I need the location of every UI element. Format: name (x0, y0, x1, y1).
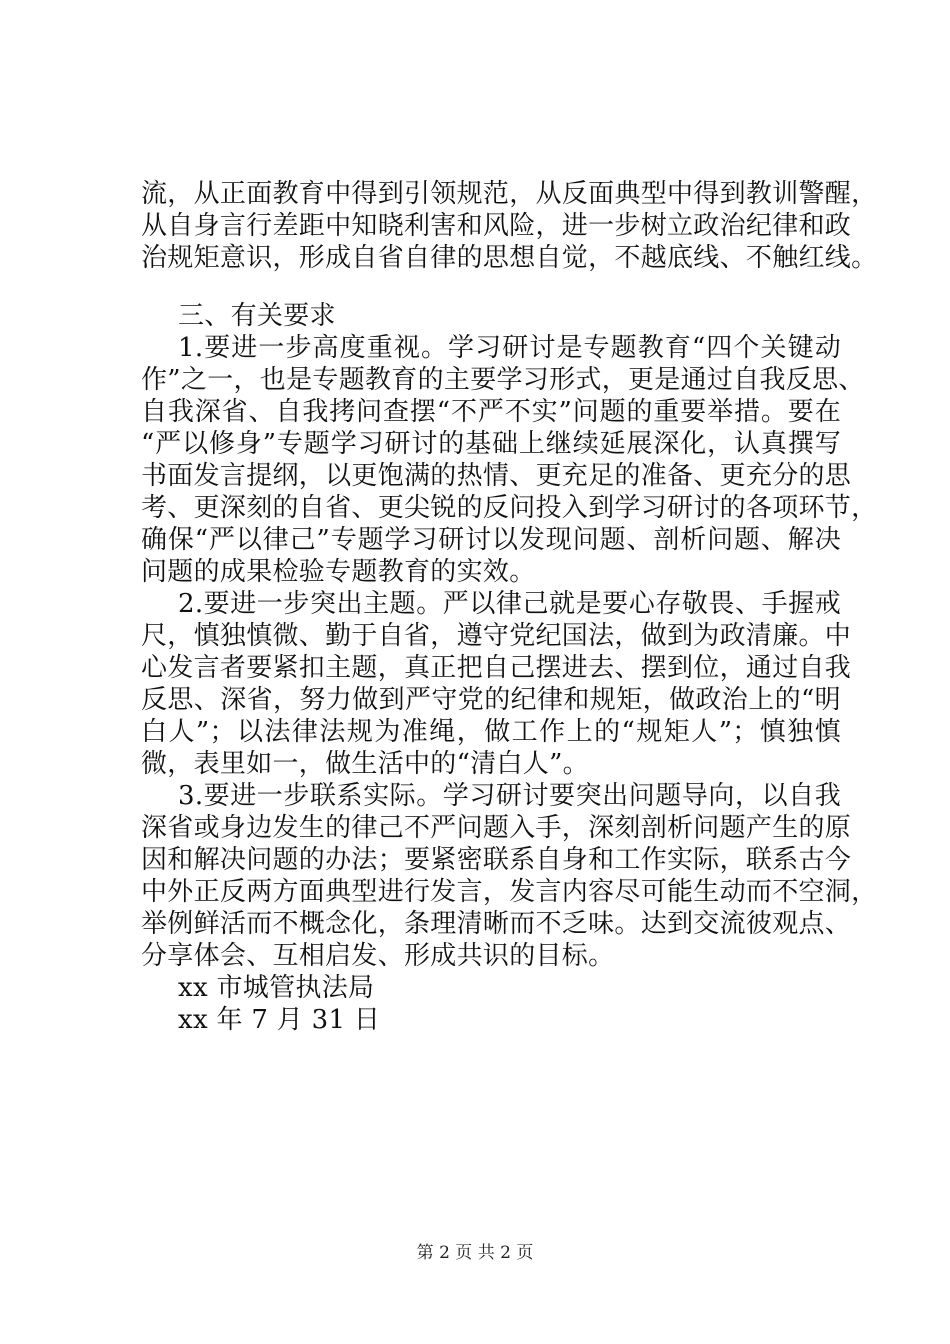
body-line: 尺，慎独慎微、勤于自省，遵守党纪国法，做到为政清廉。中 (141, 621, 852, 651)
body-line: 心发言者要紧扣主题，真正把自己摆进去、摆到位，通过自我 (141, 653, 852, 683)
body-line: 举例鲜活而不概念化，条理清晰而不乏味。达到交流彼观点、 (141, 909, 852, 939)
page-indicator: 第 2 页 共 2 页 (416, 1243, 534, 1263)
body-line: 自我深省、自我拷问查摆“不严不实”问题的重要举措。要在 (141, 397, 841, 427)
signature-date: xx 年 7 月 31 日 (178, 1005, 381, 1035)
body-line: 深省或身边发生的律己不严问题入手，深刻剖析问题产生的原 (141, 813, 852, 843)
body-line: 2.要进一步突出主题。严以律己就是要心存敬畏、手握戒 (178, 589, 841, 619)
body-line: 书面发言提纲，以更饱满的热情、更充足的准备、更充分的思 (141, 461, 852, 491)
body-line: 反思、深省，努力做到严守党的纪律和规矩，做政治上的“明 (141, 685, 841, 715)
body-line: 中外正反两方面典型进行发言，发言内容尽可能生动而不空洞， (141, 877, 878, 907)
body-line: 治规矩意识，形成自省自律的思想自觉，不越底线、不触红线。 (141, 243, 878, 273)
body-line: 从自身言行差距中知晓利害和风险，进一步树立政治纪律和政 (141, 211, 852, 241)
body-line: “严以修身”专题学习研讨的基础上继续延展深化，认真撰写 (141, 429, 841, 459)
body-line: 因和解决问题的办法；要紧密联系自身和工作实际，联系古今 (141, 845, 852, 875)
body-line: 流，从正面教育中得到引领规范，从反面典型中得到教训警醒， (141, 179, 878, 209)
body-line: 白人”；以法律法规为准绳，做工作上的“规矩人”；慎独慎 (141, 717, 841, 747)
body-line: 问题的成果检验专题教育的实效。 (141, 557, 536, 587)
body-line: 3.要进一步联系实际。学习研讨要突出问题导向，以自我 (178, 781, 841, 811)
body-line: 分享体会、互相启发、形成共识的目标。 (141, 941, 615, 971)
body-line: 1.要进一步高度重视。学习研讨是专题教育“四个关键动 (178, 333, 841, 363)
body-line: 确保“严以律己”专题学习研讨以发现问题、剖析问题、解决 (141, 525, 841, 555)
section-heading: 三、有关要求 (178, 301, 336, 331)
body-line: 考、更深刻的自省、更尖锐的反问投入到学习研讨的各项环节， (141, 493, 878, 523)
body-line: 作”之一，也是专题教育的主要学习形式，更是通过自我反思、 (141, 365, 865, 395)
body-line: 微，表里如一，做生活中的“清白人”。 (141, 749, 589, 779)
signature-organization: xx 市城管执法局 (178, 973, 375, 1003)
